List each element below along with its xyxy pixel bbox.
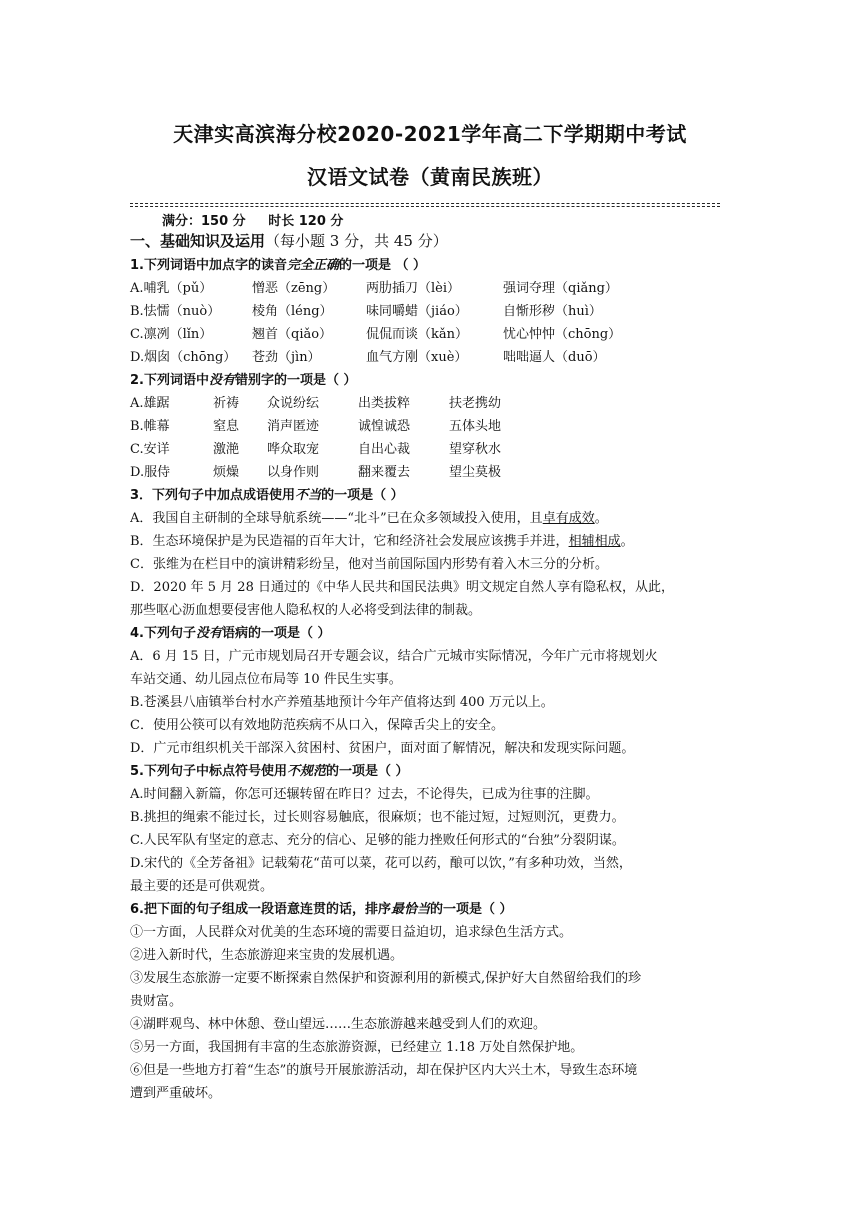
question-2-option-d: D.服侍 烦燥 以身作则 翻来覆去 望尘莫极: [130, 465, 502, 480]
question-5-option-c: C.人民军队有坚定的意志、充分的信心、足够的能力挫败任何形式的“台独”分裂阴谋。: [130, 833, 625, 848]
score-label: 满分：150 分: [162, 214, 246, 229]
exam-content: [130, 228, 730, 1105]
question-3-stem: 3．下列句子中加点成语使用不当的一项是（ ）: [130, 488, 404, 503]
question-5-option-d-cont: 最主要的还是可供观赏。: [130, 879, 274, 894]
header-divider-second: [130, 206, 720, 207]
question-3-option-d: D．2020 年 5 月 28 日通过的《中华人民共和国民法典》明文规定自然人享有隐私权，从此，: [130, 580, 674, 595]
exam-subtitle: 汉语文试卷（黄南民族班）: [307, 165, 553, 189]
question-5-option-b: B.挑担的绳索不能过长，过长则容易触底，很麻烦；也不能过短，过短则沉，更费力。: [130, 810, 625, 825]
question-1-option-d: D.烟囱（chōng） 苍劲（jìn） 血气方刚（xuè） 咄咄逼人（duō）: [130, 350, 606, 365]
question-6-sentence-3: ③发展生态旅游一定要不断探索自然保护和资源利用的新模式,保护好大自然留给我们的珍: [130, 971, 642, 986]
question-4-option-b: B.苍溪县八庙镇举台村水产养殖基地预计今年产值将达到 400 万元以上。: [130, 695, 554, 710]
question-6-sentence-4: ④湖畔观鸟、林中休憩、登山望远……生态旅游越来越受到人们的欢迎。: [130, 1017, 547, 1032]
question-5-option-a: A.时间翻入新篇，你怎可还辗转留在昨日？过去，不论得失，已成为往事的注脚。: [130, 787, 599, 802]
question-3-option-c: C．张维为在栏目中的演讲精彩纷呈，他对当前国际国内形势有着入木三分的分析。: [130, 557, 608, 572]
question-4-option-a-cont: 车站交通、幼儿园点位布局等 10 件民生实事。: [130, 672, 402, 687]
question-1-option-b: B.怯懦（nuò） 棱角（léng） 味同嚼蜡（jiáo） 自惭形秽（huì）: [130, 304, 602, 319]
question-6-stem: 6.把下面的句子组成一段语意连贯的话，排序最恰当的一项是（ ）: [130, 902, 513, 917]
exam-title: 天津实高滨海分校2020-2021学年高二下学期期中考试: [173, 122, 687, 146]
section-heading: 一、基础知识及运用（每小题 3 分，共 45 分）: [130, 232, 448, 250]
question-2-option-a: A.雄踞 祈祷 众说纷纭 出类拔粹 扶老携幼: [130, 396, 502, 411]
exam-info: [162, 210, 361, 229]
question-3-option-a: A．我国自主研制的全球导航系统——“北斗”已在众多领域投入使用，且卓有成效。: [130, 511, 608, 526]
question-1-option-c: C.凛冽（lǐn） 翘首（qiǎo） 侃侃而谈（kǎn） 忧心忡忡（chōng）: [130, 327, 622, 342]
header-divider: [130, 203, 720, 204]
question-5-option-d: D.宋代的《全芳备祖》记载菊花“苗可以菜，花可以药，酿可以饮，”有多种功效，当然，: [130, 856, 632, 871]
question-6-sentence-5: ⑤另一方面，我国拥有丰富的生态旅游资源，已经建立 1.18 万处自然保护地。: [130, 1040, 584, 1055]
question-6-sentence-2: ②进入新时代，生态旅游迎来宝贵的发展机遇。: [130, 948, 404, 963]
question-3-option-b: B．生态环境保护是为民造福的百年大计，它和经济社会发展应该携手并进，相辅相成。: [130, 534, 634, 549]
question-3-option-d-cont: 那些呕心沥血想要侵害他人隐私权的人必将受到法律的制裁。: [130, 603, 482, 618]
question-6-sentence-1: ①一方面，人民群众对优美的生态环境的需要日益迫切，追求绿色生活方式。: [130, 925, 573, 940]
question-4-option-d: D．广元市组织机关干部深入贫困村、贫困户，面对面了解情况，解决和发现实际问题。: [130, 741, 635, 756]
question-2-stem: 2.下列词语中没有错别字的一项是（ ）: [130, 373, 357, 388]
question-6-sentence-6-cont: 遭到严重破坏。: [130, 1086, 222, 1101]
question-1-stem: 1.下列词语中加点字的读音完全正确的一项是 （ ）: [130, 258, 427, 273]
question-4-option-a: A．6 月 15 日，广元市规划局召开专题会议，结合广元城市实际情况，今年广元市将规划火: [130, 649, 658, 664]
question-6-sentence-3-cont: 贵财富。: [130, 994, 183, 1009]
question-4-stem: 4.下列句子没有语病的一项是（ ）: [130, 626, 331, 641]
question-5-stem: 5.下列句子中标点符号使用不规范的一项是（ ）: [130, 764, 409, 779]
question-6-sentence-6: ⑥但是一些地方打着“生态”的旗号开展旅游活动，却在保护区内大兴土木，导致生态环境: [130, 1063, 638, 1078]
question-2-option-c: C.安详 激滟 哗众取宠 自出心裁 望穿秋水: [130, 442, 502, 457]
question-1-option-a: A.哺乳（pǔ） 憎恶（zēng） 两肋插刀（lèi） 强词夺理（qiǎng）: [130, 281, 618, 296]
question-4-option-c: C．使用公筷可以有效地防范疾病不从口入，保障舌尖上的安全。: [130, 718, 504, 733]
question-2-option-b: B.帷幕 窒息 消声匿迹 诚惶诚恐 五体头地: [130, 419, 502, 434]
duration-label: 时长 120 分: [268, 214, 344, 229]
